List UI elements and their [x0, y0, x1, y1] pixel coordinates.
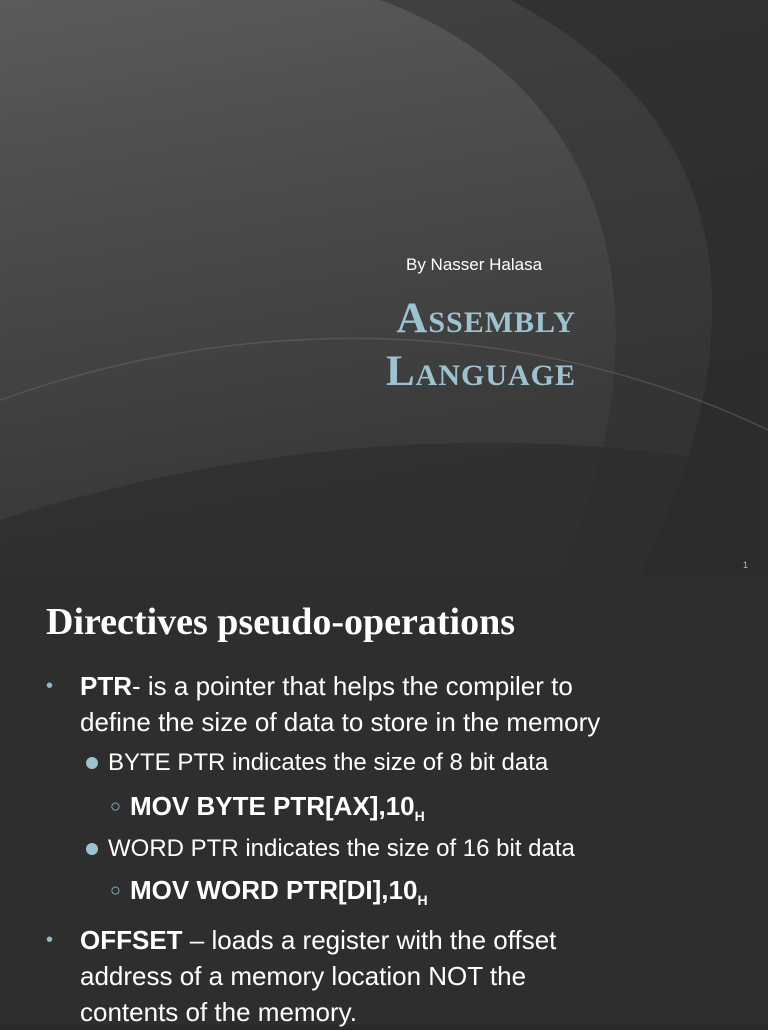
example-byte-ptr: [110, 790, 425, 832]
ptr-description: - is a pointer that helps the compiler to: [132, 671, 573, 701]
circle-bullet-icon: ○: [110, 880, 121, 900]
title-line-2: Language: [385, 348, 576, 395]
sub-bullet-word-ptr: [108, 834, 575, 864]
bullet-dot-icon: [86, 757, 98, 769]
offset-description-line-2: address of a memory location NOT the: [80, 961, 527, 991]
offset-description: – loads a register with the offset: [182, 925, 557, 955]
circle-bullet-icon: ○: [110, 796, 121, 816]
hex-suffix: H: [417, 892, 428, 908]
bullet-ptr: [46, 668, 573, 704]
sub-bullet-byte-ptr: [108, 748, 548, 778]
slide-title: [386, 292, 576, 398]
bullet-dot-icon: [86, 843, 98, 855]
author-byline: By Nasser Halasa: [406, 255, 543, 274]
title-line-1: Assembly: [396, 295, 576, 342]
bullet-offset: [46, 922, 557, 958]
ptr-term: PTR: [80, 671, 132, 701]
slide-heading: Directives pseudo-operations: [46, 601, 515, 643]
word-ptr-text: WORD PTR indicates the size of 16 bit data: [108, 835, 575, 862]
hex-suffix: H: [414, 808, 425, 824]
offset-term: OFFSET: [80, 925, 183, 955]
word-ptr-example: MOV WORD PTR[DI],10: [130, 875, 418, 905]
example-word-ptr: [110, 874, 428, 916]
offset-description-line-3: contents of the memory.: [80, 997, 357, 1027]
bullet-dot-icon: •: [46, 929, 54, 951]
byte-ptr-text: BYTE PTR indicates the size of 8 bit data: [108, 749, 549, 776]
bullet-dot-icon: •: [46, 675, 54, 697]
ptr-description-line-2: define the size of data to store in the memory: [80, 707, 601, 737]
slide-number: 1: [743, 560, 749, 570]
byte-ptr-example: MOV BYTE PTR[AX],10: [130, 791, 415, 821]
